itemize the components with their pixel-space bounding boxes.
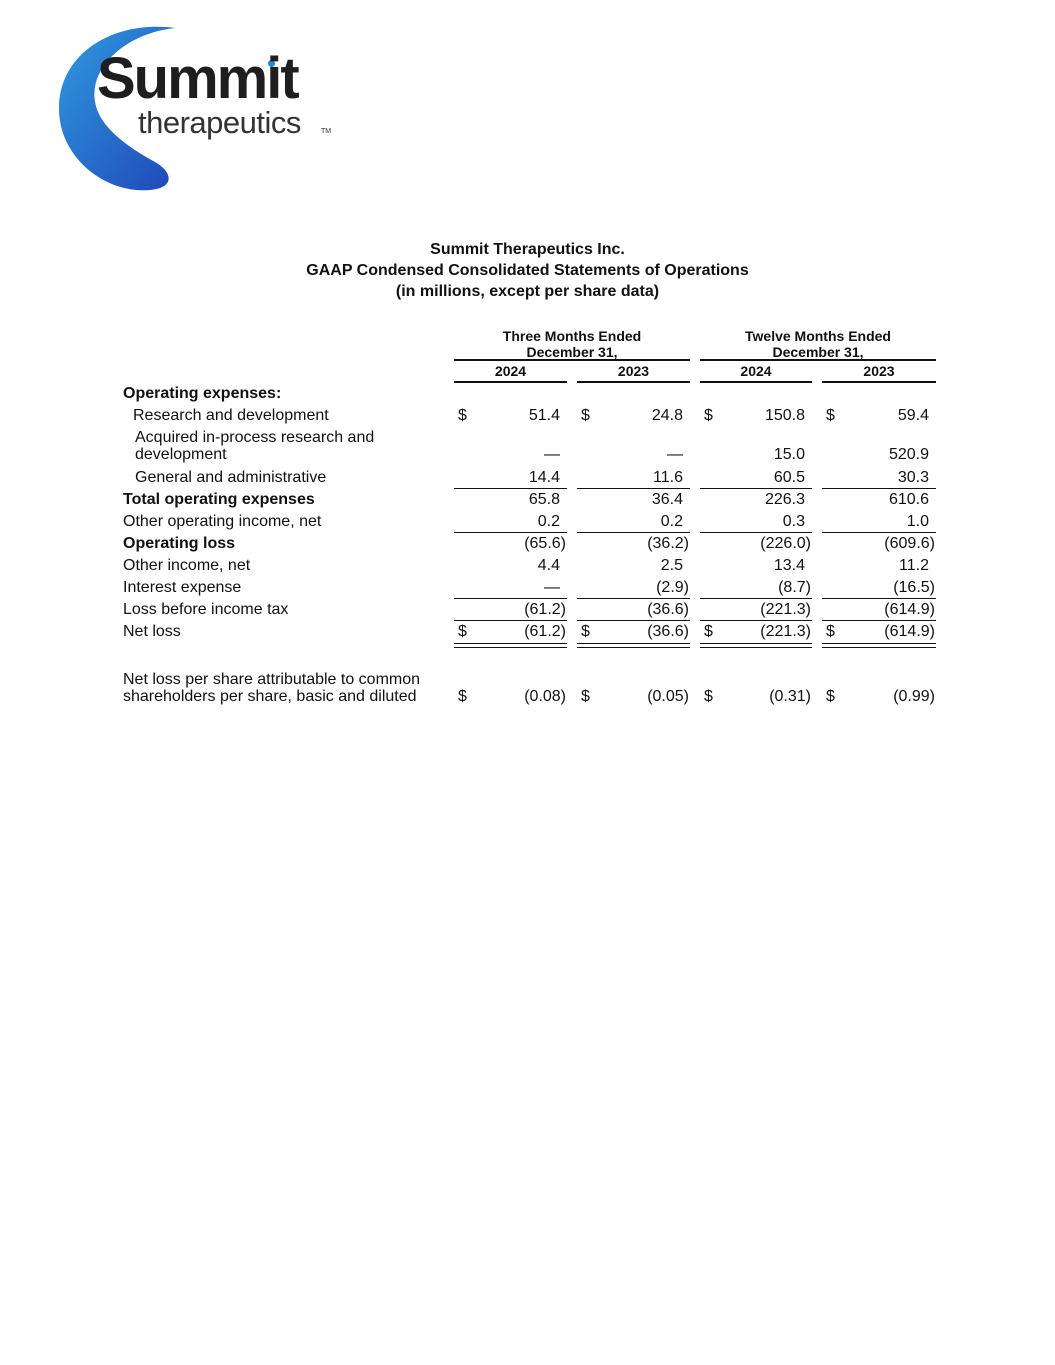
- value-cell: [454, 557, 567, 574]
- total-rule: [700, 620, 812, 621]
- value-cell: [577, 513, 690, 530]
- value: (0.31): [769, 688, 811, 705]
- dollar-sign: $: [458, 407, 467, 424]
- value-cell: [700, 579, 812, 596]
- value: 15.0: [773, 446, 805, 463]
- logo-trademark: TM: [321, 128, 332, 135]
- year-rule: [577, 381, 690, 383]
- value: (221.3): [760, 623, 811, 640]
- value: 520.9: [888, 446, 929, 463]
- value-cell: [577, 623, 690, 640]
- value: (0.08): [524, 688, 566, 705]
- logo-subtext: therapeutics: [138, 105, 301, 140]
- header-year: 2024: [494, 363, 527, 379]
- header-rule: [454, 359, 690, 361]
- value-cell: [454, 491, 567, 508]
- year-rule: [822, 381, 936, 383]
- value: —: [544, 446, 560, 463]
- value: 610.6: [888, 491, 929, 508]
- value: 24.8: [651, 407, 683, 424]
- value: 150.8: [764, 407, 805, 424]
- value: 65.8: [528, 491, 560, 508]
- header-three-months-label: Three Months Ended: [502, 328, 642, 344]
- year-rule: [700, 381, 812, 383]
- total-rule: [822, 647, 936, 648]
- statement-title: GAAP Condensed Consolidated Statements of Operations: [306, 262, 749, 279]
- value: (36.6): [647, 623, 689, 640]
- total-rule: [700, 598, 812, 599]
- row-label: Research and development: [133, 407, 329, 424]
- value-cell: [822, 601, 936, 618]
- header-year: 2024: [740, 363, 772, 379]
- total-rule: [700, 488, 812, 489]
- value: 0.2: [660, 513, 683, 530]
- total-rule: [822, 620, 936, 621]
- value: (8.7): [778, 579, 811, 596]
- total-rule: [822, 532, 936, 533]
- header-year: 2023: [863, 363, 895, 379]
- logo-text: Summit: [97, 46, 298, 111]
- value-cell: [577, 601, 690, 618]
- row-label: General and administrative: [135, 469, 327, 486]
- value-cell: [822, 513, 936, 530]
- value-cell: [700, 623, 812, 640]
- total-rule: [454, 532, 567, 533]
- total-rule: [454, 643, 567, 644]
- dollar-sign: $: [581, 623, 590, 640]
- row-label: Interest expense: [123, 579, 242, 596]
- row-label: Total operating expenses: [123, 491, 315, 508]
- value-cell: [700, 601, 812, 618]
- value-cell: [822, 469, 936, 486]
- value-cell: [700, 491, 812, 508]
- value-cell: [454, 623, 567, 640]
- value-cell: [822, 535, 936, 552]
- dollar-sign: $: [826, 688, 835, 705]
- dollar-sign: $: [458, 688, 467, 705]
- value: (226.0): [760, 535, 811, 552]
- value: 30.3: [897, 469, 929, 486]
- value: 60.5: [773, 469, 805, 486]
- value-cell: [700, 469, 812, 486]
- total-rule: [822, 643, 936, 644]
- value-cell: [577, 579, 690, 596]
- header-year: 2023: [617, 363, 650, 379]
- total-rule: [700, 532, 812, 533]
- header-twelve-months-label: Twelve Months Ended: [745, 328, 891, 344]
- value: 11.2: [899, 557, 929, 574]
- total-rule: [454, 647, 567, 648]
- dollar-sign: $: [826, 407, 835, 424]
- value-cell: [577, 688, 690, 705]
- value-cell: [700, 535, 812, 552]
- company-name: Summit Therapeutics Inc.: [430, 241, 625, 258]
- total-rule: [577, 643, 690, 644]
- dollar-sign: $: [826, 623, 835, 640]
- header-three-months: [454, 328, 690, 360]
- value-cell: [454, 688, 567, 705]
- dollar-sign: $: [581, 688, 590, 705]
- value-cell: [454, 535, 567, 552]
- value: 36.4: [651, 491, 683, 508]
- value: 0.2: [537, 513, 560, 530]
- row-label: Operating loss: [123, 535, 236, 552]
- total-rule: [577, 488, 690, 489]
- value-cell: [822, 623, 936, 640]
- value-cell: [454, 446, 567, 463]
- value-cell: [454, 579, 567, 596]
- value-cell: [822, 688, 936, 705]
- value: (0.99): [893, 688, 935, 705]
- value: (36.6): [647, 601, 689, 618]
- header-twelve-months: [700, 328, 936, 360]
- value-cell: [822, 491, 936, 508]
- total-rule: [822, 488, 936, 489]
- value-cell: [454, 601, 567, 618]
- row-label: Loss before income tax: [123, 601, 289, 618]
- value-cell: [577, 535, 690, 552]
- header-period-end: December 31,: [772, 344, 864, 360]
- value-cell: [822, 557, 936, 574]
- total-rule: [454, 620, 567, 621]
- value: 2.5: [660, 557, 683, 574]
- value: 11.6: [653, 469, 683, 486]
- total-rule: [700, 643, 812, 644]
- dollar-sign: $: [704, 623, 713, 640]
- header-rule: [700, 359, 936, 361]
- value: (221.3): [760, 601, 811, 618]
- value: (61.2): [524, 601, 566, 618]
- value-cell: [822, 407, 936, 424]
- value: (61.2): [524, 623, 566, 640]
- value-cell: [454, 469, 567, 486]
- dollar-sign: $: [458, 623, 467, 640]
- value-cell: [577, 491, 690, 508]
- header-period-end: December 31,: [526, 344, 618, 360]
- dollar-sign: $: [704, 407, 713, 424]
- value: (0.05): [647, 688, 689, 705]
- value-cell: [577, 407, 690, 424]
- row-label: Net loss: [123, 623, 181, 640]
- value-cell: [577, 557, 690, 574]
- row-label: Other operating income, net: [123, 513, 322, 530]
- row-label: Acquired in-process research and: [135, 429, 375, 446]
- value-cell: [700, 513, 812, 530]
- total-rule: [700, 647, 812, 648]
- value-cell: [454, 513, 567, 530]
- value-cell: [577, 446, 690, 463]
- value-cell: [700, 557, 812, 574]
- value: 4.4: [537, 557, 560, 574]
- row-label: Other income, net: [123, 557, 251, 574]
- total-rule: [454, 598, 567, 599]
- dollar-sign: $: [704, 688, 713, 705]
- row-label-continued: shareholders per share, basic and diluted: [123, 688, 417, 705]
- value: (2.9): [656, 579, 689, 596]
- total-rule: [577, 532, 690, 533]
- value-cell: [822, 446, 936, 463]
- value: (16.5): [893, 579, 935, 596]
- row-label: Net loss per share attributable to common: [123, 671, 421, 688]
- statement-subtitle: (in millions, except per share data): [395, 283, 660, 300]
- dollar-sign: $: [581, 407, 590, 424]
- total-rule: [454, 488, 567, 489]
- total-rule: [577, 620, 690, 621]
- value: 59.4: [897, 407, 929, 424]
- value-cell: [454, 407, 567, 424]
- value-cell: [700, 688, 812, 705]
- value: —: [667, 446, 683, 463]
- value: (614.9): [884, 623, 935, 640]
- row-label: Operating expenses:: [123, 385, 282, 402]
- value-cell: [700, 407, 812, 424]
- value: (609.6): [884, 535, 935, 552]
- value: 226.3: [764, 491, 805, 508]
- value: (614.9): [884, 601, 935, 618]
- total-rule: [577, 598, 690, 599]
- row-label-continued: development: [135, 446, 227, 463]
- total-rule: [577, 647, 690, 648]
- total-rule: [822, 598, 936, 599]
- value: —: [544, 579, 560, 596]
- value: 51.4: [528, 407, 560, 424]
- year-rule: [454, 381, 567, 383]
- value: 1.0: [906, 513, 929, 530]
- value-cell: [700, 446, 812, 463]
- value-cell: [822, 579, 936, 596]
- value: (36.2): [647, 535, 689, 552]
- value: (65.6): [524, 535, 566, 552]
- value-cell: [577, 469, 690, 486]
- value: 14.4: [528, 469, 560, 486]
- value: 13.4: [773, 557, 805, 574]
- value: 0.3: [782, 513, 805, 530]
